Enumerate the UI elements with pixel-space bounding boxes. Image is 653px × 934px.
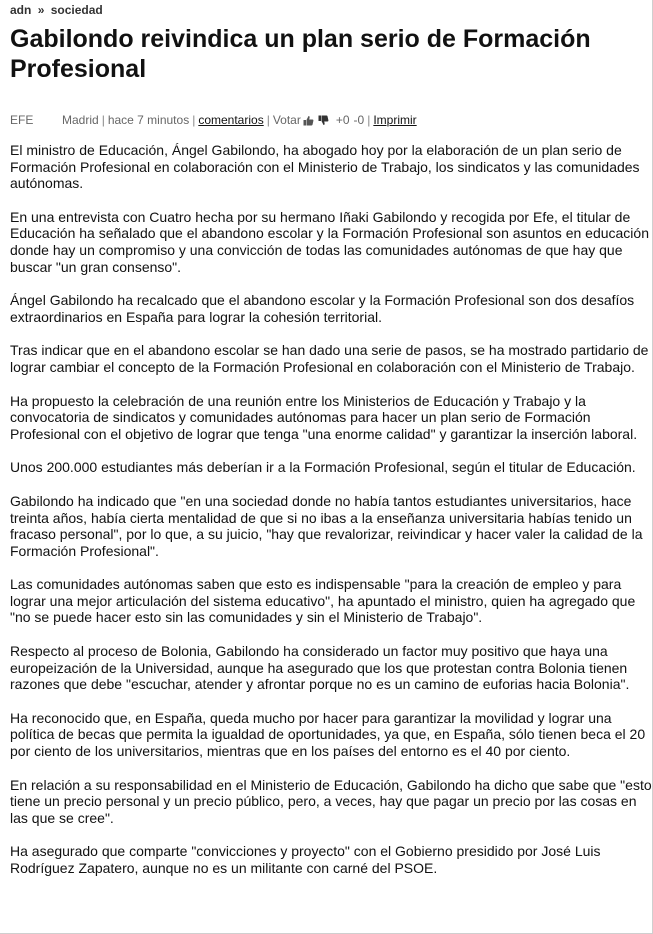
breadcrumb-section-link[interactable]: sociedad	[50, 3, 103, 17]
article-body	[10, 142, 653, 894]
votes-up-count: +0	[335, 113, 350, 127]
article-paragraph: Ángel Gabilondo ha recalcado que el abandono escolar y la Formación Profesional son dos desafíos extraordinarios en España para lograr la cohesión territorial.	[10, 292, 635, 325]
thumbs-down-icon[interactable]	[318, 115, 329, 126]
article-location: Madrid	[62, 113, 99, 127]
meta-separator: |	[192, 113, 196, 127]
article-source: EFE	[10, 113, 34, 127]
article-paragraph: Ha asegurado que comparte "convicciones y proyecto" con el Gobierno presidido por José Luis Rodríguez Zapatero, aunque no es un militante con carné del PSOE.	[10, 843, 601, 876]
meta-separator: |	[101, 113, 105, 127]
article-paragraph: Gabilondo ha indicado que "en una sociedad donde no había tantos estudiantes universitarios, hace treinta años, había cierta mentalidad de que si no ibas a la enseñanza universitaria habías tenido un fracaso personal", por lo que, a su juicio, "hay que revalorizar, reivindicar y hacer valer la calidad de la Formación Profesional".	[10, 492, 643, 559]
votes-down-count: -0	[353, 113, 365, 127]
comments-link[interactable]: comentarios	[198, 113, 264, 127]
article-paragraph: Las comunidades autónomas saben que esto es indispensable "para la creación de empleo y para lograr una mejor articulación del sistema educativo", ha apuntado el ministro, quien ha agregado que "no se puede hacer esto sin las comunidades y sin el Ministerio de Trabajo".	[10, 576, 636, 626]
article-meta	[10, 113, 417, 127]
article-paragraph: En una entrevista con Cuatro hecha por su hermano Iñaki Gabilondo y recogida por Efe, el titular de Educación ha señalado que el abandono escolar y la Formación Profesional son asuntos en educación donde hay un compromiso y una convicción de todas las comunidades autónomas de que hay que buscar "un gran consenso".	[10, 208, 649, 275]
breadcrumb	[10, 3, 106, 17]
meta-separator: |	[367, 113, 371, 127]
article-paragraph: Unos 200.000 estudiantes más deberían ir a la Formación Profesional, según el titular de Educación.	[10, 459, 636, 476]
article-title: Gabilondo reivindica un plan serio de Formación Profesional	[10, 25, 591, 83]
article-paragraph: En relación a su responsabilidad en el Ministerio de Educación, Gabilondo ha dicho que sabe que "esto tiene un precio personal y un precio público, pero, a veces, hay que pagar un precio por las cosas en las que se cree".	[10, 776, 652, 826]
breadcrumb-site-link[interactable]: adn	[10, 3, 32, 17]
article-paragraph: Ha reconocido que, en España, queda mucho por hacer para garantizar la movilidad y lograr una política de becas que permita la igualdad de oportunidades, ya que, en España, sólo tienen beca el 20 por ciento de los universitarios, mientras que en los países del entorno es el 40 por ciento.	[10, 709, 646, 760]
article-paragraph: Tras indicar que en el abandono escolar se han dado una serie de pasos, se ha mostrado partidario de lograr cambiar el concepto de la Formación Profesional en colaboración con el Ministerio de Trabajo.	[10, 342, 649, 375]
article-time: hace 7 minutos	[107, 113, 190, 127]
print-link[interactable]: Imprimir	[373, 113, 417, 127]
breadcrumb-separator: »	[37, 3, 45, 17]
article-paragraph: El ministro de Educación, Ángel Gabilondo, ha abogado hoy por la elaboración de un plan serio de Formación Profesional en colaboración con el Ministerio de Trabajo, los sindicatos y las comunidades autónomas.	[10, 142, 640, 192]
meta-separator: |	[266, 113, 270, 127]
article-paragraph: Respecto al proceso de Bolonia, Gabilondo ha considerado un factor muy positivo que haya una europeización de la Universidad, aunque ha asegurado que los que protestan contra Bolonia tienen razones que debe "escuchar, atender y afrontar porque no es un camino de euforias hacia Bolonia".	[10, 643, 630, 693]
thumbs-up-icon[interactable]	[303, 115, 314, 126]
vote-label: Votar	[272, 113, 301, 127]
article-paragraph: Ha propuesto la celebración de una reunión entre los Ministerios de Educación y Trabajo y la convocatoria de sindicatos y comunidades autónomas para hacer un plan serio de Formación Profesional con el objetivo de lograr que tenga "una enorme calidad" y garantizar la inserción laboral.	[10, 392, 638, 442]
